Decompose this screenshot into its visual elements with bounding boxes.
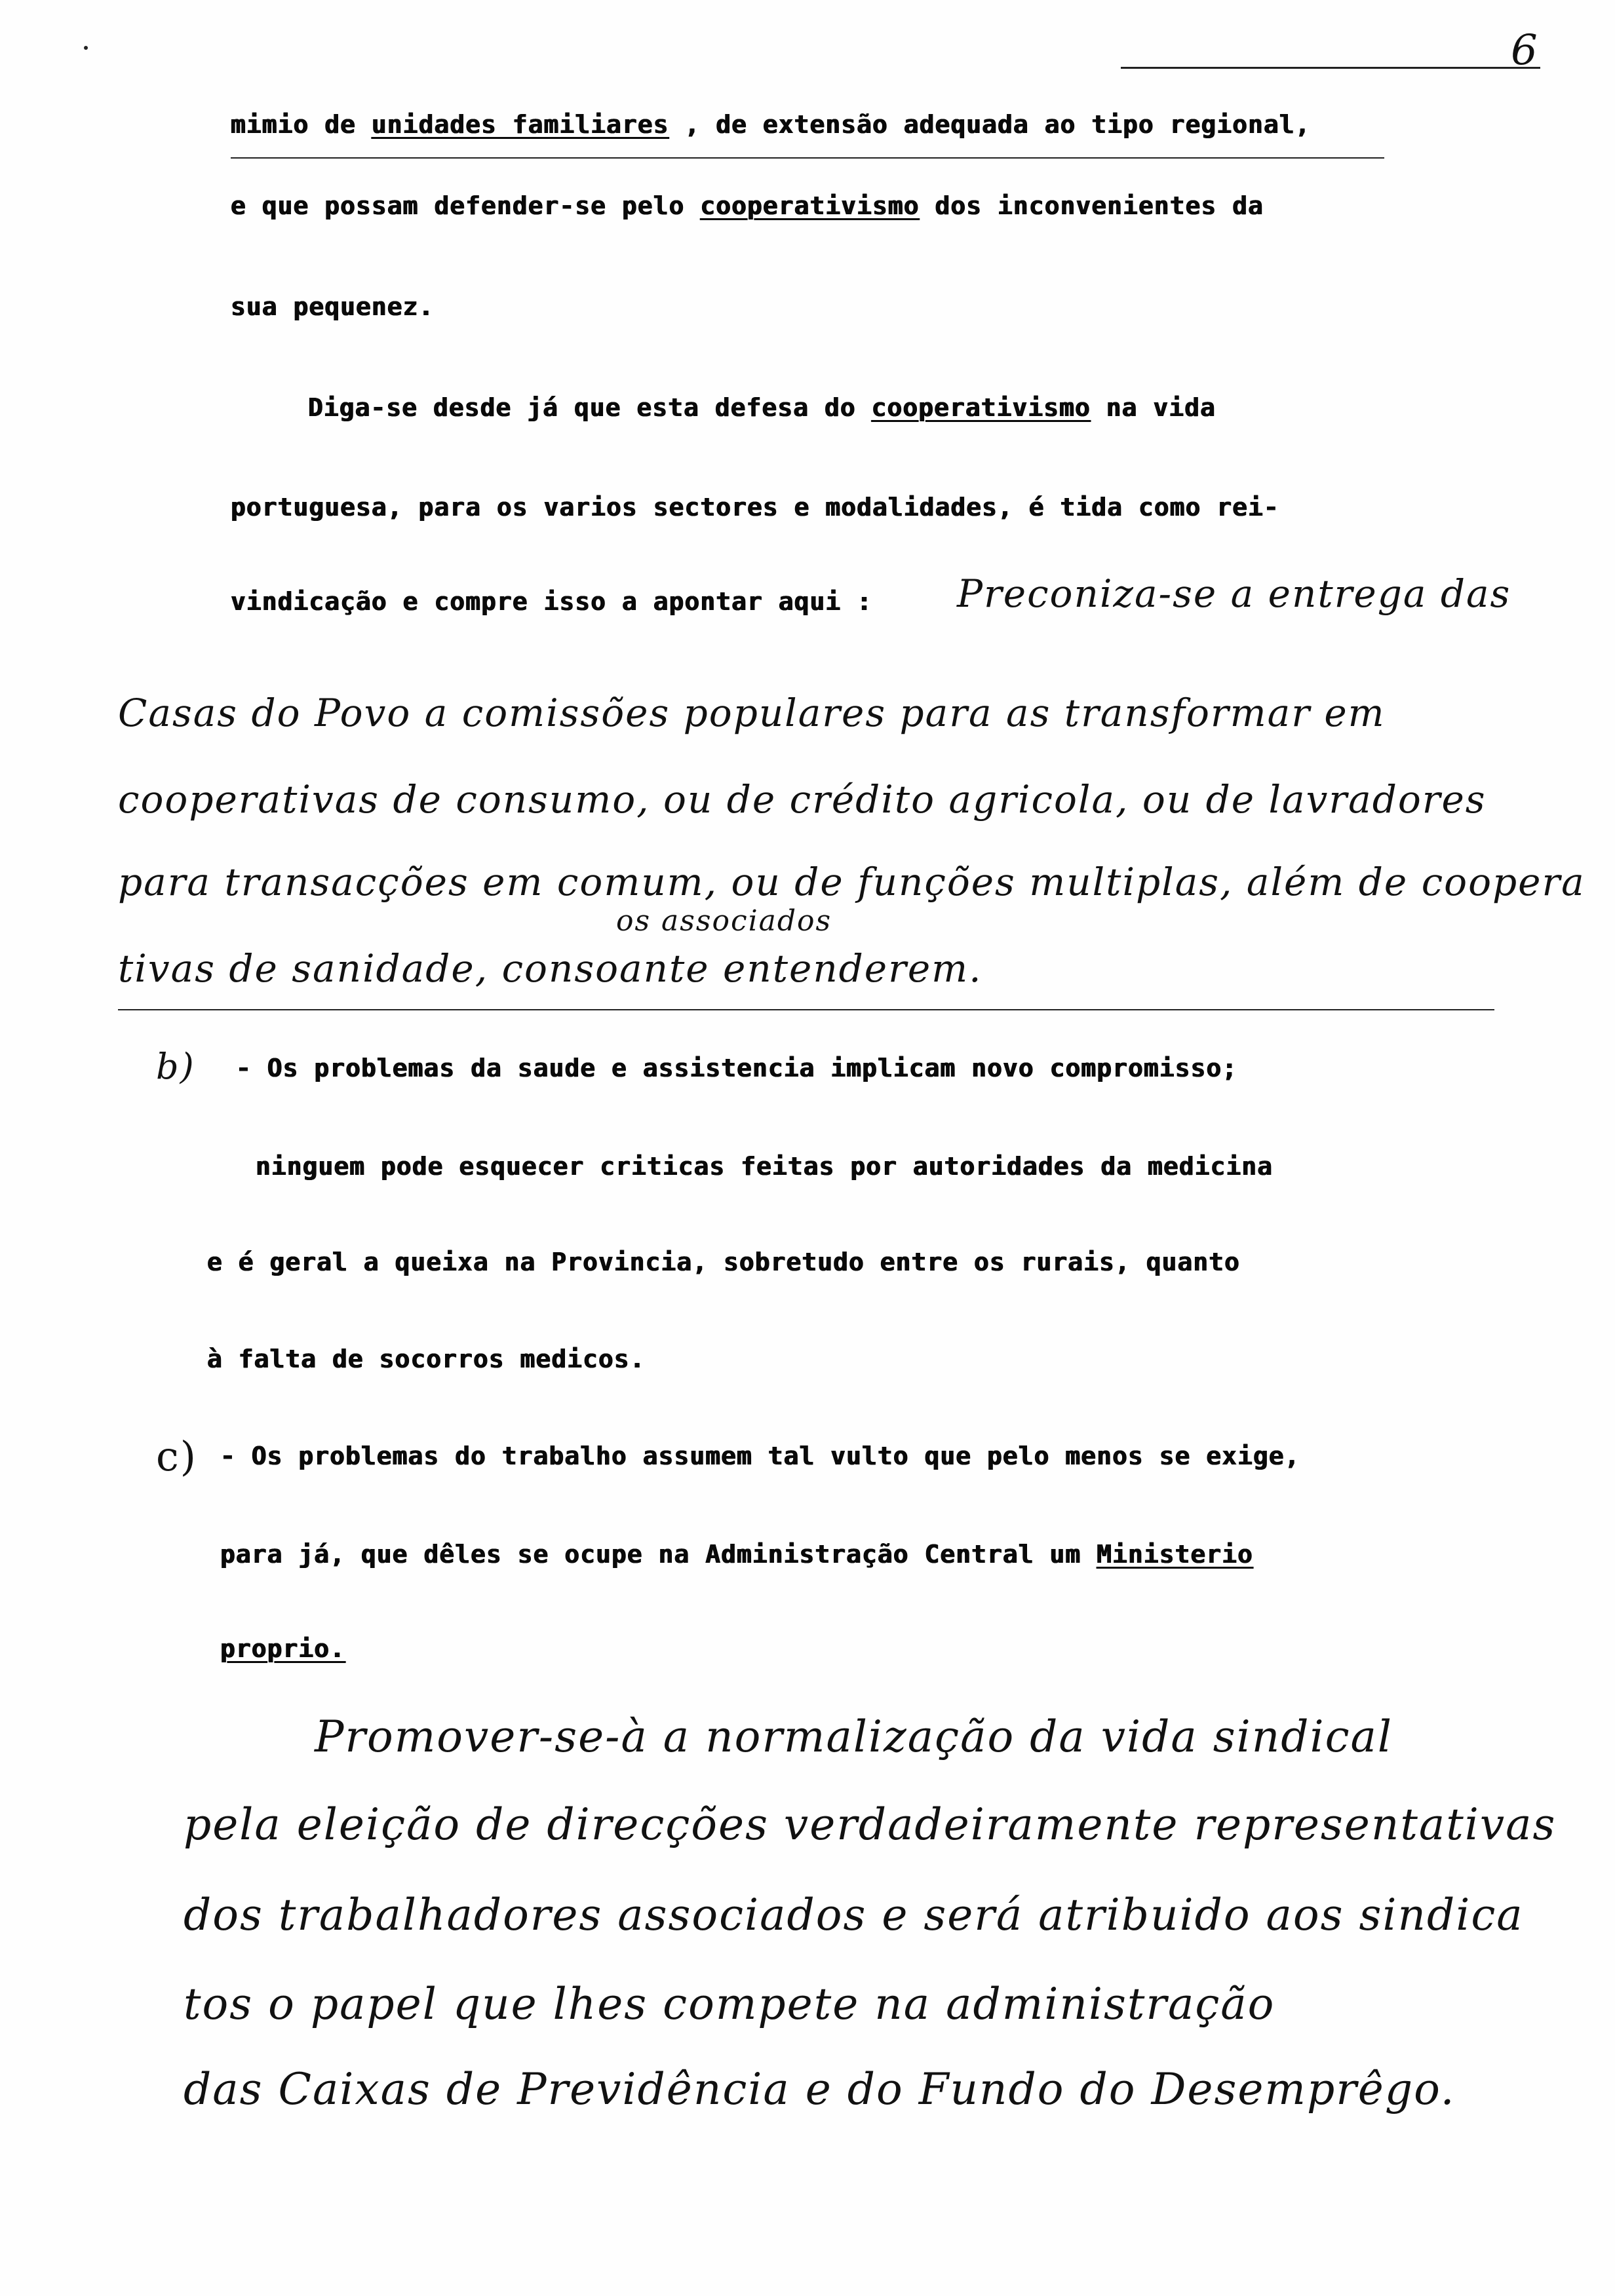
- typed-line-1-post: , de extensão adequada ao tipo regional,: [669, 110, 1311, 139]
- section-c-line-3: proprio.: [220, 1634, 346, 1663]
- typed-line-2: [231, 191, 1264, 220]
- section-b-marker: b): [156, 1046, 195, 1087]
- section-b-line-1: - Os problemas da saude e assistencia implicam novo compromisso;: [236, 1054, 1238, 1082]
- handwritten-line-5: tivas de sanidade, consoante entenderem.: [118, 946, 983, 991]
- section-c-line-2: [220, 1540, 1253, 1569]
- handwritten-insert-above: os associados: [616, 904, 832, 938]
- section-b-line-3: e é geral a queixa na Provincia, sobretudo entre os rurais, quanto: [207, 1248, 1240, 1276]
- typed-line-4: [308, 393, 1216, 422]
- typed-line-5: portuguesa, para os varios sectores e modalidades, é tida como rei-: [231, 493, 1279, 522]
- typed-line-2-underlined: cooperativismo: [700, 191, 920, 220]
- section-c-line-2-pre: para já, que dêles se ocupe na Administração Central um: [220, 1540, 1097, 1569]
- section-c-marker: c): [156, 1432, 197, 1480]
- insert-end-rule: [118, 1009, 1494, 1010]
- typed-line-4-pre: Diga-se desde já que esta defesa do: [308, 393, 872, 422]
- typed-line-4-underlined: cooperativismo: [871, 393, 1091, 422]
- handwritten-bottom-line-1: Promover-se-à a normalização da vida sindical: [315, 1712, 1393, 1762]
- handwritten-line-1-end: Preconiza-se a entrega das: [957, 571, 1511, 616]
- handwritten-line-4: para transacções em comum, ou de funções multiplas, além de coopera: [118, 860, 1586, 904]
- typed-line-4-post: na vida: [1090, 393, 1216, 422]
- top-rule: [1121, 67, 1540, 69]
- typed-line-2-pre: e que possam defender-se pelo: [231, 191, 701, 220]
- handwritten-bottom-line-2: pela eleição de direcções verdadeiramente representativas: [184, 1799, 1557, 1850]
- handwritten-line-2: Casas do Povo a comissões populares para as transformar em: [118, 691, 1386, 735]
- handwritten-bottom-line-5: das Caixas de Previdência e do Fundo do Desemprêgo.: [184, 2064, 1456, 2114]
- handwritten-bottom-line-4: tos o papel que lhes compete na administração: [184, 1979, 1275, 2029]
- page-number: 6: [1511, 26, 1538, 75]
- section-b-line-2: ninguem pode esquecer criticas feitas por autoridades da medicina: [256, 1152, 1274, 1181]
- typed-line-6: vindicação e compre isso a apontar aqui :: [231, 587, 872, 616]
- typed-line-3: sua pequenez.: [231, 292, 435, 321]
- section-c-line-2-underlined: Ministerio: [1097, 1540, 1253, 1569]
- stray-mark: [84, 46, 88, 50]
- typed-line-1: [231, 110, 1311, 139]
- typed-line-1-rule: [231, 157, 1384, 159]
- section-c-line-1: - Os problemas do trabalho assumem tal vulto que pelo menos se exige,: [220, 1442, 1300, 1470]
- typed-line-2-post: dos inconvenientes da: [919, 191, 1264, 220]
- typed-line-1-pre: mimio de: [231, 110, 372, 139]
- handwritten-bottom-line-3: dos trabalhadores associados e será atribuido aos sindica: [184, 1890, 1524, 1940]
- section-b-line-4: à falta de socorros medicos.: [207, 1345, 646, 1373]
- typed-line-1-underlined: unidades familiares: [371, 110, 669, 139]
- handwritten-line-3: cooperativas de consumo, ou de crédito agricola, ou de lavradores: [118, 777, 1487, 822]
